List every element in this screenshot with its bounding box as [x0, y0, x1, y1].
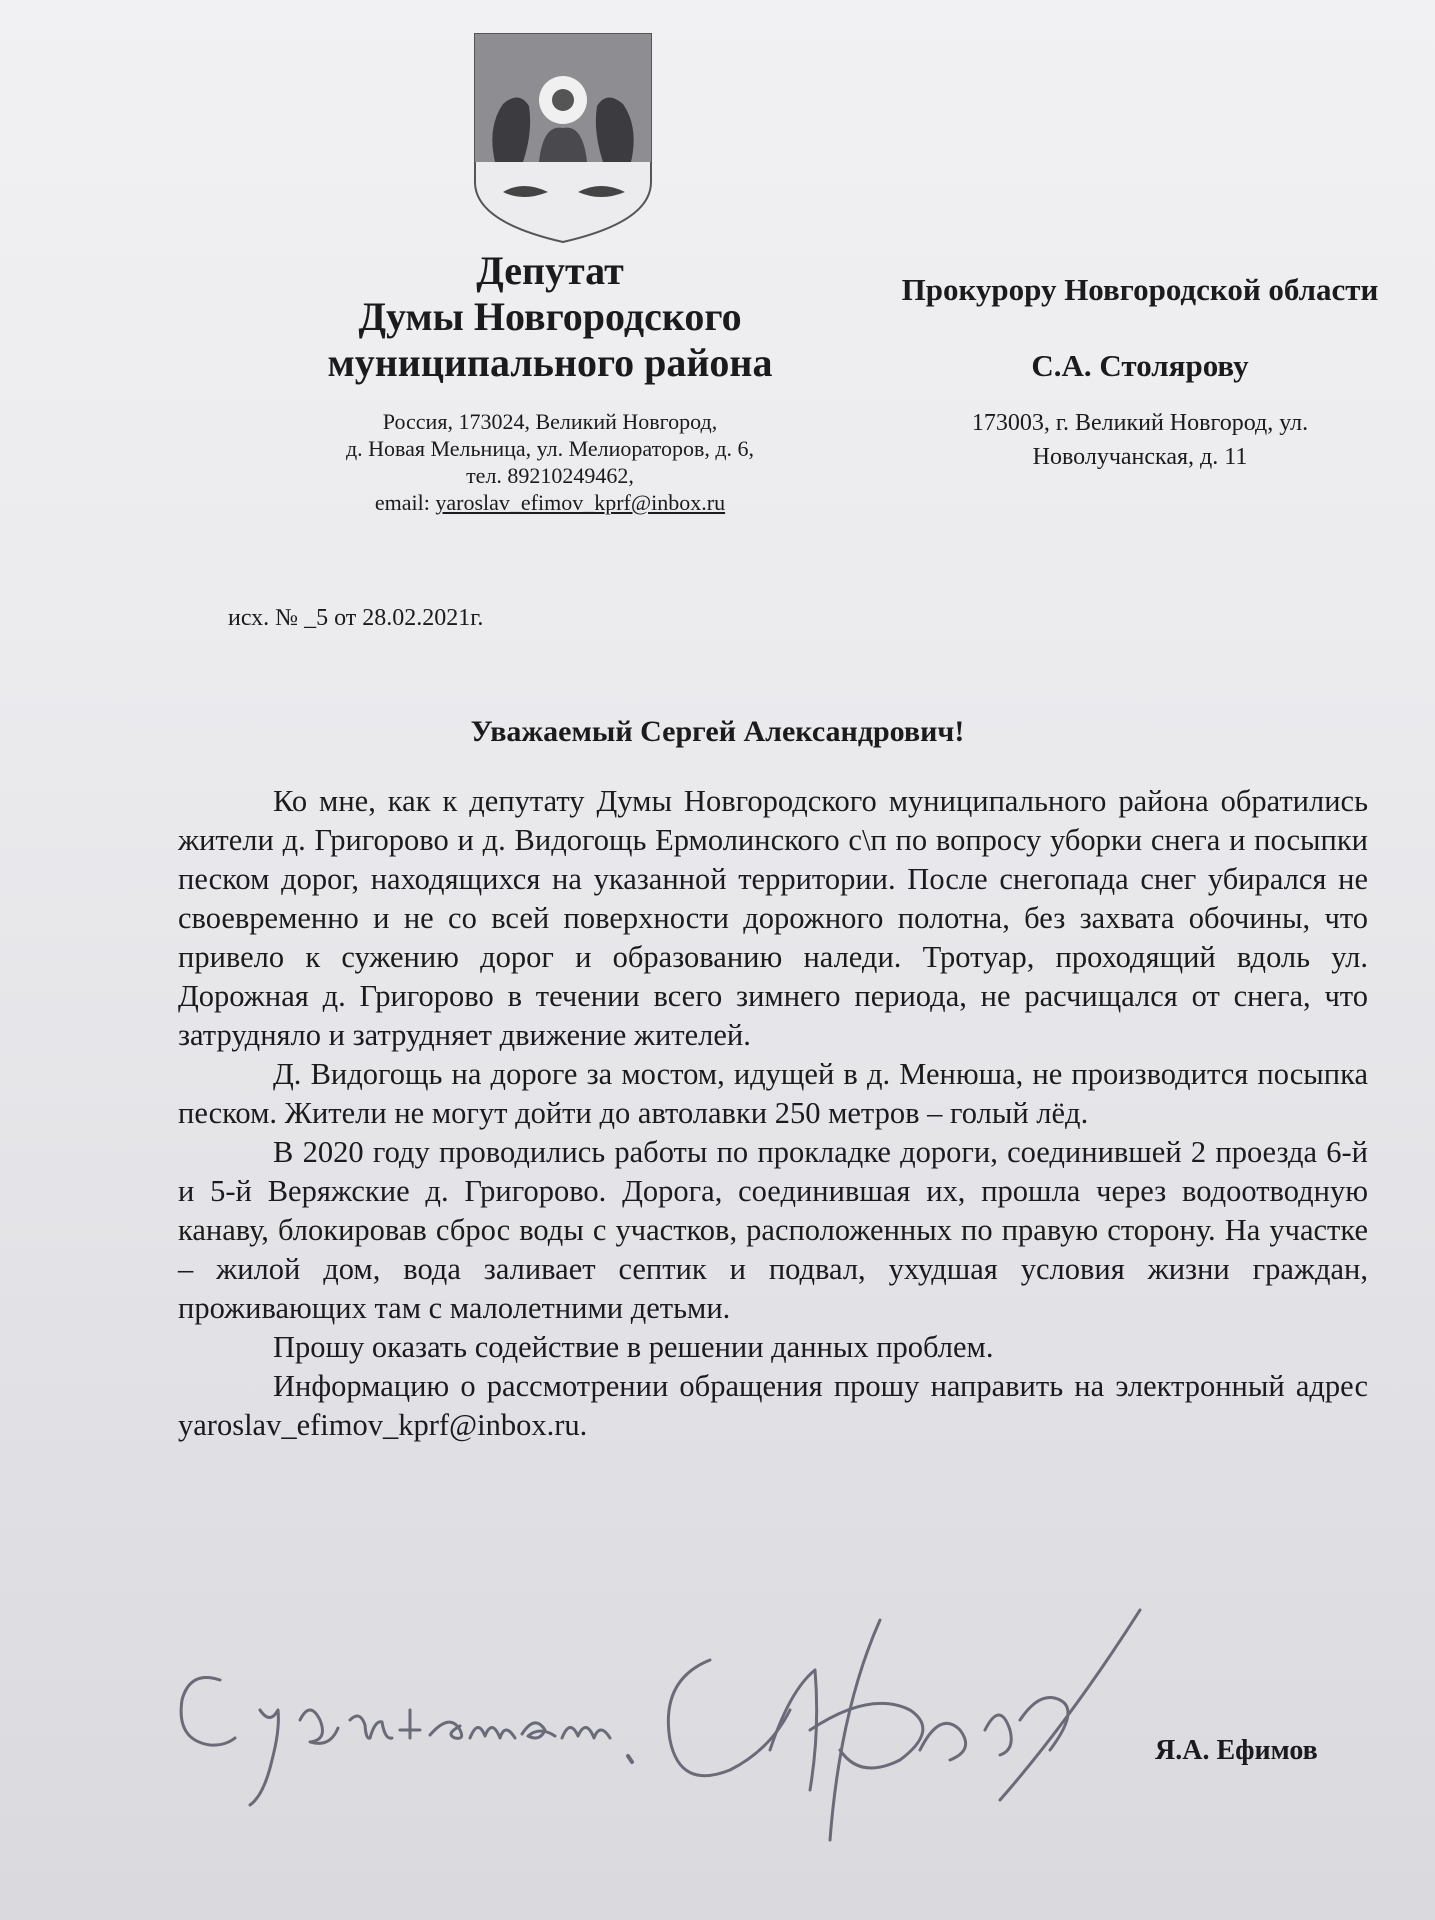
sender-address-line1: Россия, 173024, Великий Новгород,: [382, 409, 718, 434]
sender-email-label: email:: [374, 490, 436, 515]
recipient-block: [860, 270, 1420, 474]
greeting: Уважаемый Сергей Александрович!: [470, 715, 965, 748]
recipient-name: С.А. Столярову: [1031, 348, 1249, 383]
sender-title-line3: муниципального района: [327, 340, 773, 385]
recipient-to: Прокурору Новгородской области: [901, 272, 1379, 307]
sender-address-line2: д. Новая Мельница, ул. Мелиораторов, д. 6,: [345, 436, 755, 461]
paragraph-4: Прошу оказать содействие в решении данных проблем.: [273, 1330, 994, 1364]
sender-block: [270, 248, 830, 516]
paragraph-5: Информацию о рассмотрении обращения прошу направить на электронный адрес yaroslav_efimov_kprf@inbox.ru.: [178, 1369, 1368, 1442]
outgoing-number: исх. № _5 от 28.02.2021г.: [228, 605, 484, 631]
signer-name: Я.А. Ефимов: [1155, 1735, 1318, 1766]
sender-email-row: [270, 489, 830, 516]
recipient-address-line1: 173003, г. Великий Новгород, ул.: [971, 410, 1309, 436]
letter-body: [178, 782, 1368, 1445]
sender-address: [270, 408, 830, 516]
paragraph-2: Д. Видогощь на дороге за мостом, идущей в д. Менюша, не производится посыпка песком. Жители не могут дойти до автолавки 250 метров – голый лёд.: [178, 1057, 1368, 1130]
sender-title-line2: Думы Новгородского: [358, 294, 742, 339]
coat-of-arms-emblem: [473, 32, 653, 244]
recipient-address: [860, 406, 1420, 474]
sender-title-line1: Депутат: [476, 248, 624, 293]
recipient-address-line2: Новолучанская, д. 11: [1032, 444, 1248, 470]
paragraph-3: В 2020 году проводились работы по прокладке дороги, соединившей 2 проезда 6-й и 5-й Веряжские д. Григорово. Дорога, соединившая их, прошла через водоотводную канаву, блокировав сброс воды с участков, расположенных по правую сторону. На участке – жилой дом, вода заливает септик и подвал, ухудшая условия жизни граждан, проживающих там с малолетними детьми.: [178, 1135, 1368, 1325]
handwritten-signature: [640, 1600, 1200, 1870]
paragraph-1: Ко мне, как к депутату Думы Новгородского муниципального района обратились жители д. Григорово и д. Видогощь Ермолинского с\п по вопросу уборки снега и посыпки песком дорог, находящихся на указанной территории. После снегопада снег убирался не своевременно и не со всей поверхности дорожного полотна, без захвата обочины, что привело к сужению дорог и образованию наледи. Тротуар, проходящий вдоль ул. Дорожная д. Григорово в течении всего зимнего периода, не расчищался от снега, что затрудняло и затрудняет движение жителей.: [178, 784, 1368, 1052]
sender-email-link[interactable]: yaroslav_efimov_kprf@inbox.ru: [435, 490, 726, 515]
sender-phone: тел. 89210249462,: [466, 463, 634, 488]
